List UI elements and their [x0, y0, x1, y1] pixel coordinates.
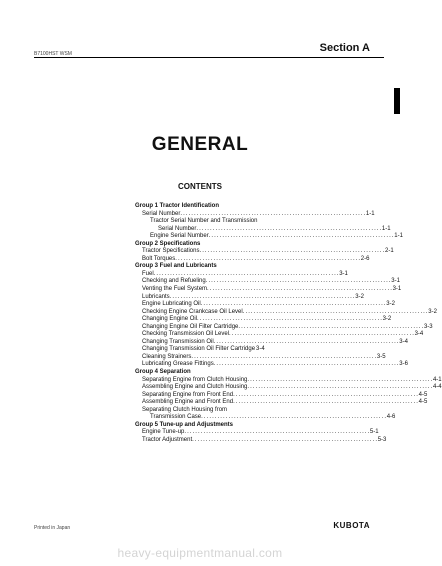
toc-entry	[135, 286, 402, 294]
toc-page-number: 3-4	[414, 331, 424, 338]
toc-dot-leader	[229, 331, 414, 339]
page-title: GENERAL	[151, 134, 249, 155]
toc-page-number: 3-5	[376, 353, 386, 360]
toc-entry	[135, 248, 394, 256]
toc-entry	[135, 316, 392, 324]
toc-entry-label: Assembling Engine and Clutch Housing	[142, 384, 248, 391]
document-code: B7100HST WSM	[34, 51, 72, 57]
toc-entry-label: Separating Engine from Front End	[142, 391, 234, 398]
toc-entry-label: Separating Clutch Housing from	[142, 406, 228, 413]
toc-page-number: 3-2	[386, 301, 395, 308]
toc-page-number: 3-4	[399, 338, 408, 345]
toc-page-number: 4-1	[432, 376, 442, 383]
toc-page-number: 3-1	[392, 286, 402, 293]
toc-dot-leader	[243, 309, 428, 317]
toc-entry	[135, 338, 408, 347]
toc-page-number: 1-1	[394, 233, 403, 240]
toc-entry-label: Serial Number	[158, 225, 197, 232]
toc-dot-leader	[201, 301, 386, 309]
toc-entry-label: Cleaning Strainers	[142, 353, 192, 360]
toc-entry-label: Tractor Serial Number and Transmission	[150, 218, 258, 225]
toc-page-number: 5-1	[369, 429, 379, 436]
toc-group-label: Group 3 Fuel and Lubricants	[135, 263, 217, 270]
toc-dot-leader	[214, 339, 399, 347]
toc-entry-continued	[135, 218, 262, 226]
toc-dot-leader	[233, 392, 418, 400]
toc-entry-label: Checking and Refueling	[142, 278, 206, 285]
contents-heading: CONTENTS	[178, 182, 222, 191]
toc-group-label: Group 1 Tractor Identification	[135, 203, 220, 209]
toc-dot-leader	[207, 286, 392, 294]
toc-entry	[135, 331, 424, 339]
toc-page-number: 4-5	[418, 391, 428, 398]
toc-dot-leader	[196, 226, 381, 234]
toc-entry	[135, 308, 437, 317]
toc-page-number: 4-6	[386, 414, 396, 421]
toc-entry	[135, 429, 379, 437]
toc-dot-leader	[191, 354, 376, 362]
toc-entry	[135, 270, 348, 279]
toc-dot-leader	[247, 384, 432, 392]
toc-entry-label: Lubricating Grease Fittings	[142, 361, 214, 368]
toc-dot-leader	[233, 399, 418, 407]
toc-dot-leader	[154, 271, 339, 279]
toc-group-heading	[135, 263, 262, 271]
toc-page-number: 1-1	[365, 210, 375, 217]
toc-entry	[135, 346, 265, 354]
printed-in-note: Printed in Japan	[34, 525, 71, 531]
watermark-text: heavy-equipmentmanual.com	[117, 546, 283, 560]
toc-entry	[135, 376, 442, 385]
toc-entry	[135, 391, 428, 400]
toc-entry-label: Serial Number	[142, 210, 181, 217]
toc-page-number: 3-4	[256, 346, 265, 353]
toc-page-number: 3-1	[339, 270, 348, 277]
toc-dot-leader	[170, 294, 355, 302]
toc-entry-label: Engine Tune-up	[142, 429, 185, 436]
toc-dot-leader	[184, 429, 369, 437]
toc-group-heading	[135, 241, 262, 249]
toc-group-heading	[135, 422, 262, 430]
toc-entry-label: Checking Engine Crankcase Oil Level	[142, 308, 243, 315]
toc-page-number: 1-1	[381, 225, 391, 232]
toc-entry-label: Assembling Engine and Front End	[142, 399, 234, 406]
toc-entry	[135, 278, 400, 286]
section-edge-tab	[394, 88, 400, 114]
toc-entry	[135, 293, 364, 302]
toc-entry-label: Tractor Specifications	[142, 248, 200, 255]
toc-entry-label: Separating Engine from Clutch Housing	[142, 376, 248, 383]
toc-entry	[135, 384, 442, 392]
toc-dot-leader	[247, 377, 432, 385]
toc-page-number: 3-2	[382, 316, 392, 323]
toc-dot-leader	[180, 211, 365, 219]
toc-entry	[135, 361, 408, 369]
toc-entry-label: Engine Lubricating Oil	[142, 301, 201, 308]
toc-page-number: 2-1	[385, 248, 394, 255]
toc-entry-label: Venting the Fuel System	[142, 286, 208, 293]
table-of-contents	[135, 203, 442, 445]
toc-page-number: 3-2	[428, 308, 437, 315]
toc-group-heading	[135, 203, 262, 211]
toc-dot-leader	[199, 248, 384, 256]
toc-entry	[135, 399, 428, 407]
toc-entry-label: Bolt Torques	[142, 255, 176, 262]
section-label: Section A	[319, 42, 370, 54]
toc-page-number: 3-1	[391, 278, 400, 285]
toc-entry	[135, 225, 391, 234]
toc-group-label: Group 4 Separation	[135, 369, 191, 376]
toc-entry	[135, 210, 375, 219]
toc-page-number: 4-4	[432, 384, 442, 391]
toc-entry-label: Transmission Case	[150, 414, 202, 421]
toc-page-number: 3-2	[355, 293, 364, 300]
toc-page-number: 3-6	[399, 361, 408, 368]
toc-page-number: 4-5	[418, 399, 428, 406]
toc-entry	[135, 255, 370, 264]
toc-entry	[135, 323, 433, 332]
toc-dot-leader	[197, 316, 382, 324]
toc-group-label: Group 5 Tune-up and Adjustments	[135, 421, 233, 428]
toc-entry	[135, 414, 396, 422]
toc-entry-label: Changing Transmission Oil Filter Cartridge	[142, 346, 256, 353]
toc-entry	[135, 233, 403, 241]
toc-entry-label: Fuel	[142, 270, 154, 277]
toc-group-label: Group 2 Specifications	[135, 240, 201, 247]
toc-entry-label: Checking Transmission Oil Level	[142, 331, 230, 338]
toc-entry-continued	[135, 407, 262, 415]
brand-logo: KUBOTA	[333, 521, 370, 530]
toc-entry-label: Lubricants	[142, 293, 170, 300]
toc-entry-label: Changing Engine Oil	[142, 316, 198, 323]
toc-dot-leader	[175, 256, 360, 264]
toc-entry-label: Changing Engine Oil Filter Cartridge	[142, 323, 239, 330]
toc-entry-label: Tractor Adjustment	[142, 436, 193, 443]
toc-group-heading	[135, 369, 262, 377]
toc-entry-label: Engine Serial Number	[150, 233, 209, 240]
toc-dot-leader	[192, 437, 377, 445]
toc-entry	[135, 301, 395, 309]
header-rule	[34, 57, 384, 58]
toc-page-number: 5-3	[377, 436, 387, 443]
toc-dot-leader	[206, 278, 391, 286]
toc-entry	[135, 353, 386, 362]
toc-entry-label: Changing Transmission Oil	[142, 338, 214, 345]
toc-dot-leader	[209, 233, 394, 241]
toc-dot-leader	[238, 324, 423, 332]
toc-dot-leader	[214, 361, 399, 369]
toc-dot-leader	[201, 414, 386, 422]
toc-page-number: 3-3	[423, 323, 433, 330]
toc-entry	[135, 436, 387, 445]
toc-page-number: 2-6	[360, 255, 370, 262]
